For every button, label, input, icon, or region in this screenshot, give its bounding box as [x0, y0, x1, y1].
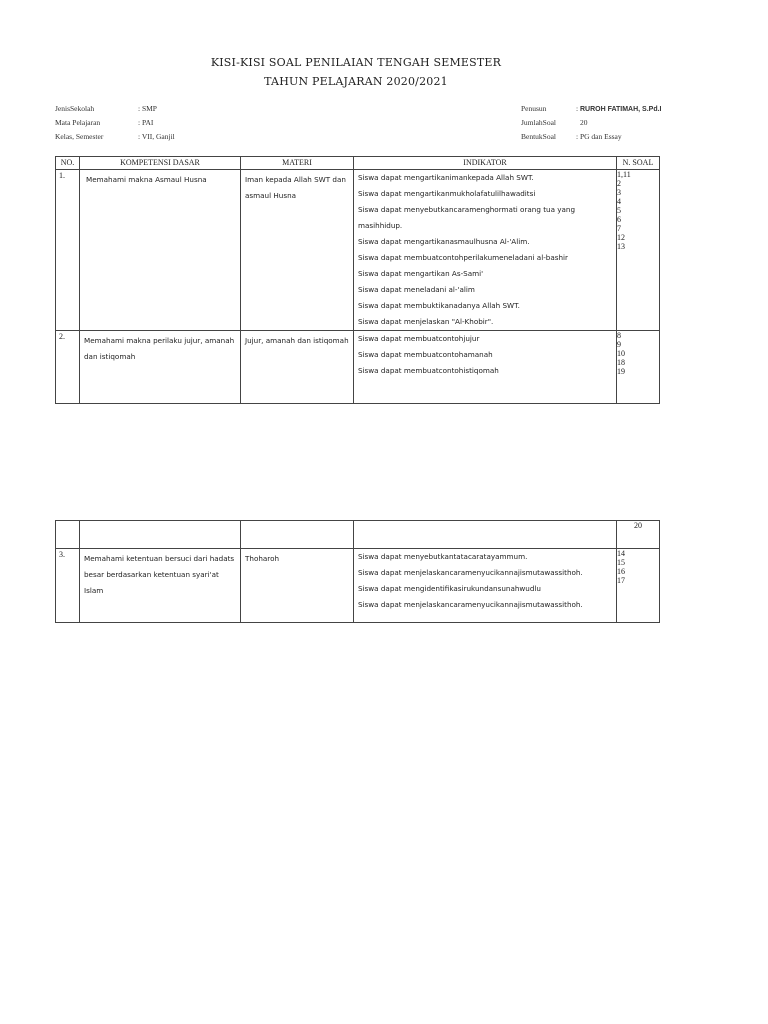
row2-kompetensi: Memahami makna perilaku jujur, amanah dan istiqomah	[80, 331, 241, 404]
soal-number: 17	[617, 576, 625, 585]
table-row	[56, 549, 660, 623]
row3-indikator	[354, 549, 617, 623]
list-item: Siswa dapat mengartikanimankepada Allah SWT.	[358, 173, 534, 182]
list-item: Siswa dapat membuatcontohamanah	[358, 350, 493, 359]
list-item: masihhidup.	[358, 221, 403, 230]
row1-soal	[617, 170, 660, 331]
meta-school-type-label: JenisSekolah	[55, 104, 95, 113]
list-item: Siswa dapat mengartikanmukholafatulilhawaditsi	[358, 189, 536, 198]
table-row	[56, 170, 660, 331]
soal-number: 8	[617, 331, 621, 340]
meta-class-label: Kelas, Semester	[55, 132, 104, 141]
soal-number: 7	[617, 224, 621, 233]
list-item: Siswa dapat mengidentifikasirukundansunahwudlu	[358, 584, 541, 593]
meta-school-type-value: : SMP	[138, 104, 157, 113]
soal-number: 5	[617, 206, 621, 215]
meta-author-label: Penusun	[521, 104, 547, 113]
soal-number: 13	[617, 242, 625, 251]
soal-number: 3	[617, 188, 621, 197]
list-item: Siswa dapat menyebutkancaramenghormati orang tua yang	[358, 205, 576, 214]
row2-no: 2.	[56, 331, 80, 404]
soal-number: 10	[617, 349, 625, 358]
meta-author-value	[576, 104, 662, 113]
document-title: KISI-KISI SOAL PENILAIAN TENGAH SEMESTER	[210, 56, 502, 69]
row1-materi: Iman kepada Allah SWT dan asmaul Husna	[241, 170, 354, 331]
row1-indikator	[354, 170, 617, 331]
list-item: Siswa dapat membuatcontohistiqomah	[358, 366, 499, 375]
soal-number: 1,11	[617, 170, 631, 179]
row3-materi: Thoharoh	[241, 549, 354, 623]
row1-kompetensi: Memahami makna Asmaul Husna	[80, 170, 241, 331]
grid-table-main	[55, 156, 660, 404]
soal-number: 6	[617, 215, 621, 224]
table-row	[56, 331, 660, 404]
list-item: Siswa dapat meneladani al-'alim	[358, 285, 475, 294]
meta-author-name: RUROH FATIMAH, S.Pd.I	[579, 106, 662, 113]
cont-materi	[241, 521, 354, 549]
meta-author-colon: :	[576, 104, 580, 113]
row2-soal	[617, 331, 660, 404]
list-item: Siswa dapat membuktikanadanya Allah SWT.	[358, 301, 520, 310]
header-kompetensi-dasar: KOMPETENSI DASAR	[80, 157, 241, 170]
table-header-row	[56, 157, 660, 170]
meta-question-count-label: JumlahSoal	[521, 118, 556, 127]
soal-number: 9	[617, 340, 621, 349]
grid-table-continued	[55, 520, 660, 623]
list-item: Siswa dapat mengartikan As-Sami'	[358, 269, 484, 278]
soal-number: 12	[617, 233, 625, 242]
header-materi: MATERI	[241, 157, 354, 170]
list-item: Siswa dapat membuatcontohjujur	[358, 334, 480, 343]
soal-number: 14	[617, 549, 625, 558]
academic-year-title: TAHUN PELAJARAN 2020/2021	[264, 75, 448, 88]
header-indikator: INDIKATOR	[354, 157, 617, 170]
meta-class-value: : VII, Ganjil	[138, 132, 175, 141]
soal-number: 2	[617, 179, 621, 188]
row3-soal	[617, 549, 660, 623]
cont-soal: 20	[617, 521, 660, 549]
list-item: Siswa dapat membuatcontohperilakumeneladani al-bashir	[358, 253, 569, 262]
row2-materi: Jujur, amanah dan istiqomah	[241, 331, 354, 404]
meta-subject-label: Mata Pelajaran	[55, 118, 101, 127]
header-n-soal: N. SOAL	[617, 157, 660, 170]
list-item: Siswa dapat menjelaskan "Al-Khobir".	[358, 317, 494, 326]
meta-question-count-value: 20	[580, 118, 588, 127]
soal-number: 15	[617, 558, 625, 567]
meta-question-form-label: BentukSoal	[521, 132, 556, 141]
list-item: Siswa dapat menyebutkantatacaratayammum.	[358, 552, 528, 561]
soal-number: 16	[617, 567, 625, 576]
list-item: Siswa dapat menjelaskancaramenyucikannajismutawassithoh.	[358, 568, 583, 577]
soal-number: 18	[617, 358, 625, 367]
meta-question-form-value: : PG dan Essay	[576, 132, 622, 141]
row2-indikator	[354, 331, 617, 404]
header-no: NO.	[56, 157, 80, 170]
row1-no: 1.	[56, 170, 80, 331]
soal-number: 4	[617, 197, 621, 206]
row3-kompetensi: Memahami ketentuan bersuci dari hadats besar berdasarkan ketentuan syari'at Islam	[80, 549, 241, 623]
list-item: Siswa dapat menjelaskancaramenyucikannajismutawassithoh.	[358, 600, 583, 609]
cont-kompetensi	[80, 521, 241, 549]
row3-no: 3.	[56, 549, 80, 623]
cont-no	[56, 521, 80, 549]
meta-subject-value: : PAI	[138, 118, 154, 127]
table-row	[56, 521, 660, 549]
list-item: Siswa dapat mengartikanasmaulhusna Al-'Alim.	[358, 237, 530, 246]
soal-number: 19	[617, 367, 625, 376]
cont-indikator	[354, 521, 617, 549]
